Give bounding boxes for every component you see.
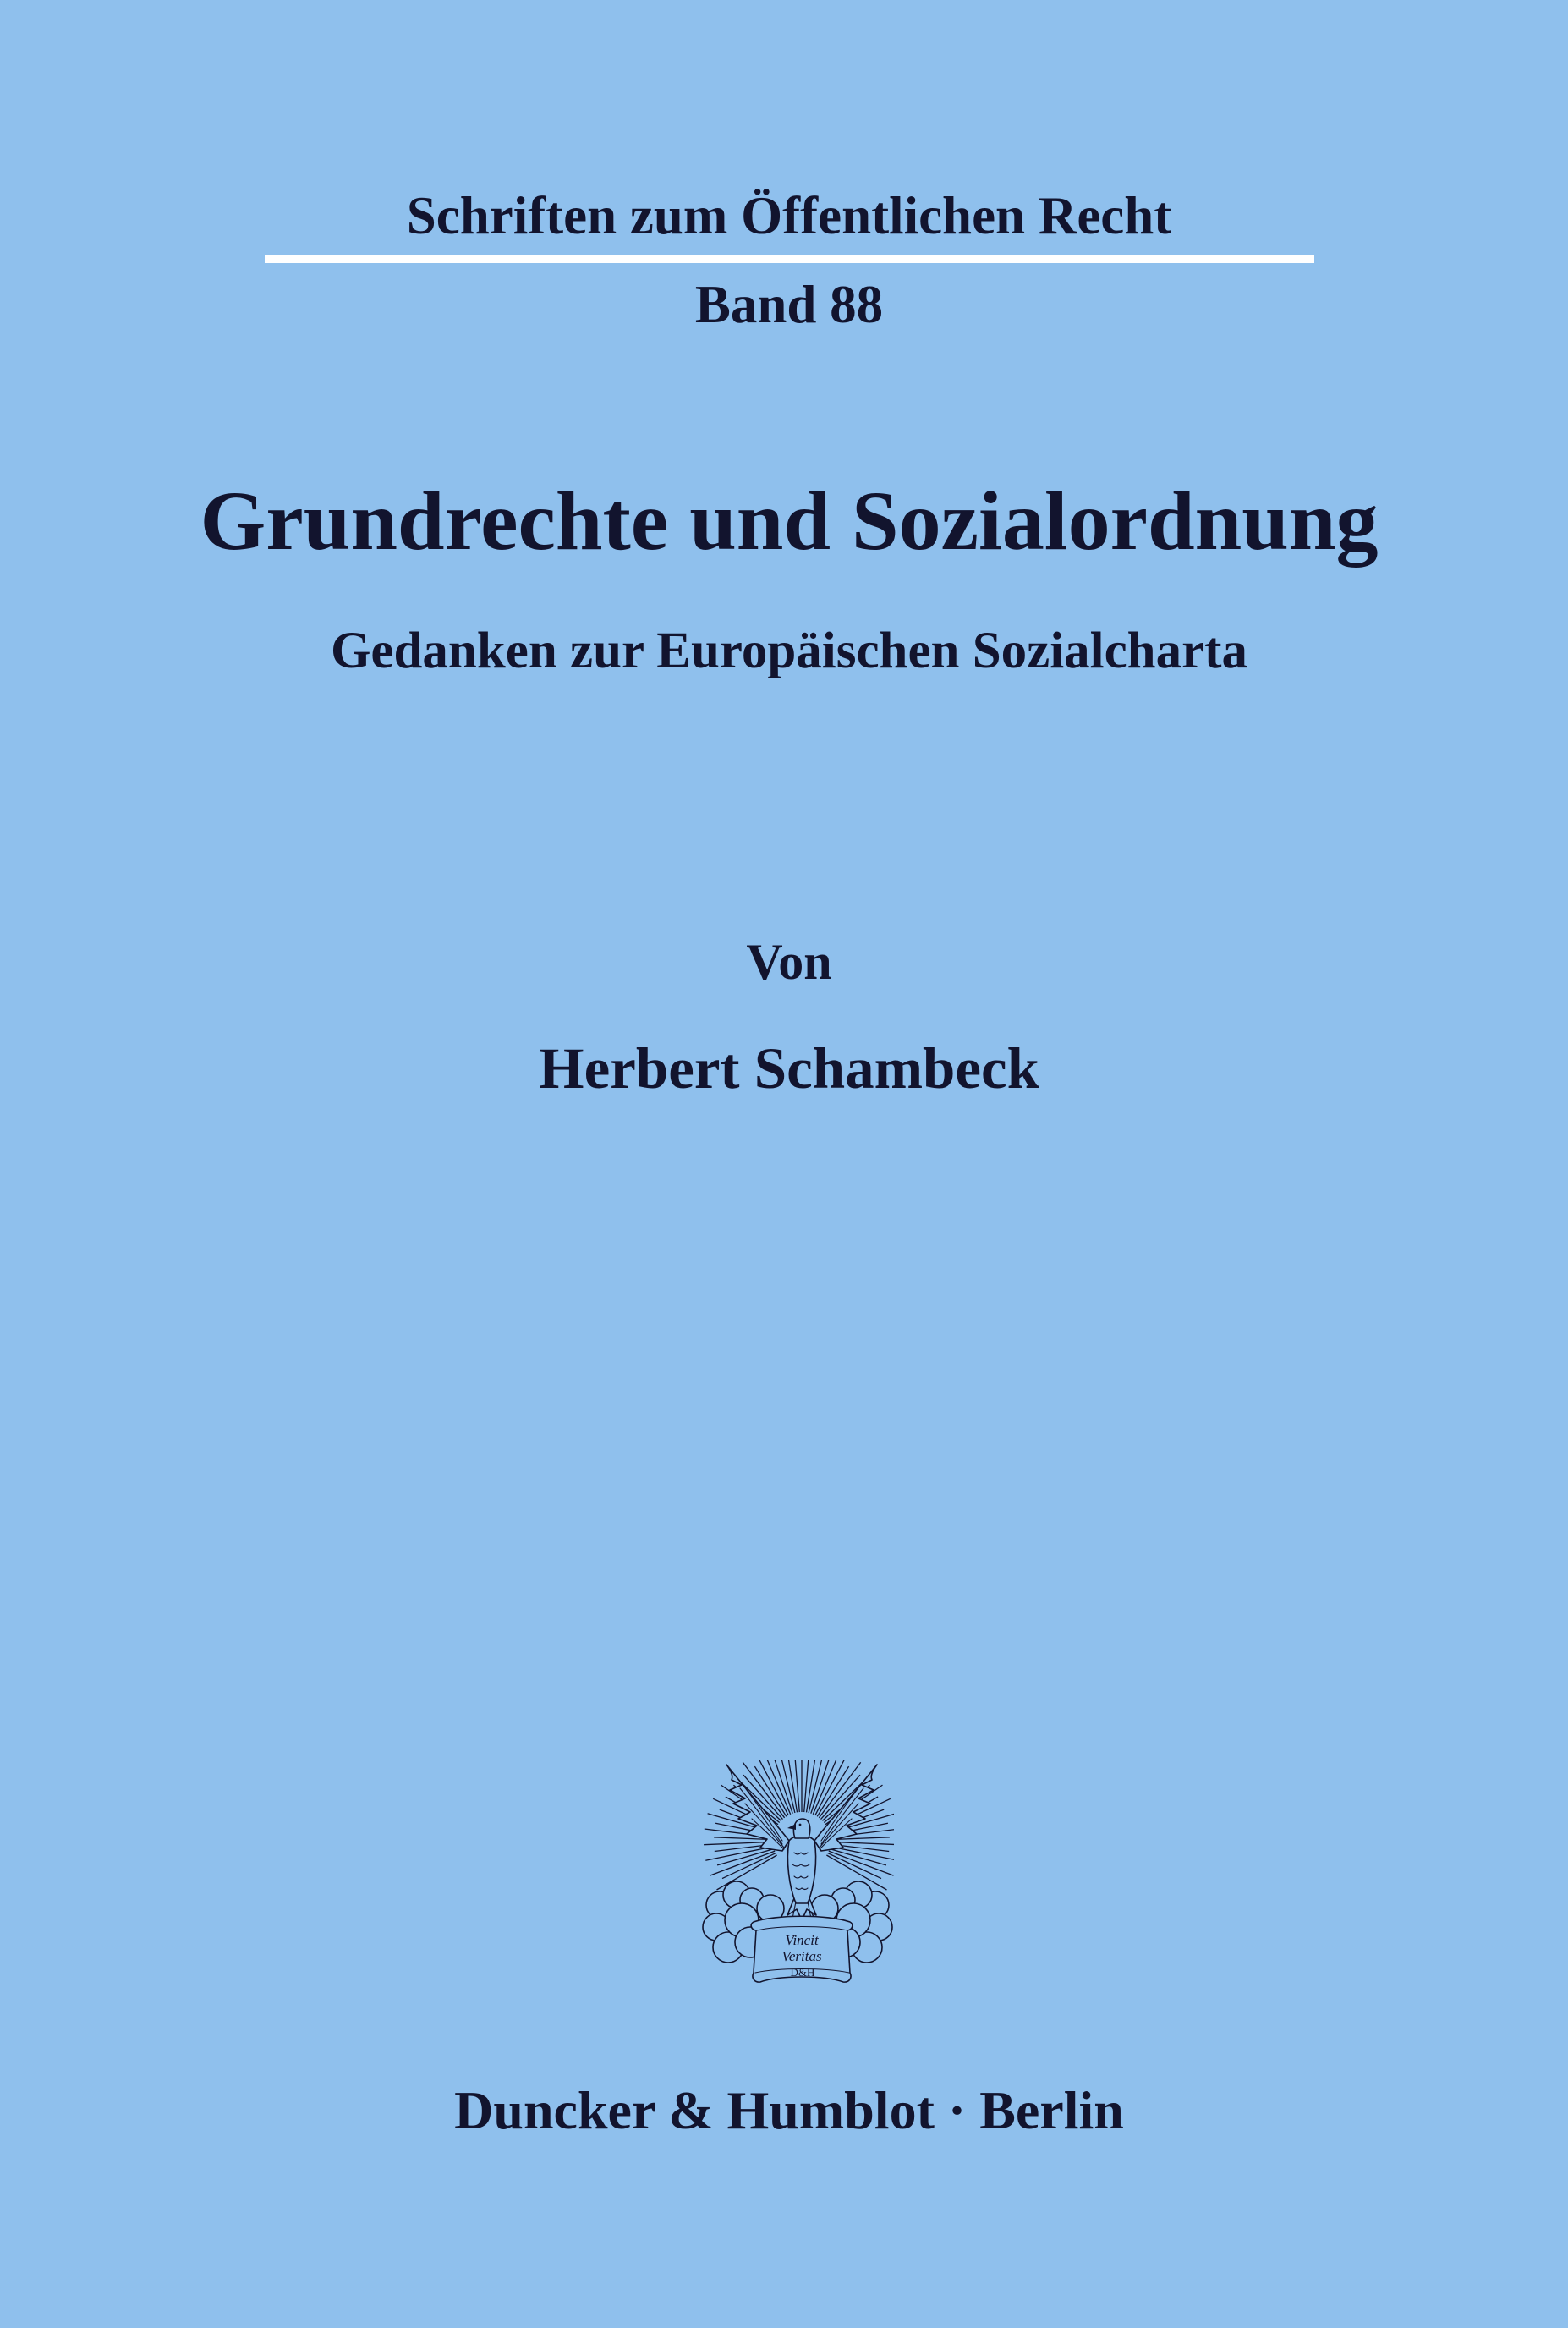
sun-ray — [829, 1851, 894, 1875]
book-title: Grundrechte und Sozialordnung — [200, 474, 1379, 568]
publisher-imprint: Duncker & Humblot · Berlin — [454, 2080, 1124, 2140]
motto-scroll — [751, 1916, 853, 1982]
publisher-monogram: D&H — [790, 1966, 815, 1979]
motto-line-2: Veritas — [781, 1948, 822, 1964]
motto-line-1: Vincit — [785, 1932, 819, 1948]
sun-ray — [830, 1849, 886, 1865]
sun-ray — [717, 1849, 774, 1865]
volume-number: Band 88 — [694, 275, 884, 334]
sun-ray — [828, 1853, 881, 1879]
sun-ray — [717, 1855, 777, 1890]
eagle-body — [787, 1819, 816, 1920]
rule-divider — [265, 255, 1314, 263]
publisher-eagle-logo-icon — [701, 1760, 894, 1988]
sun-ray — [722, 1853, 776, 1879]
book-subtitle: Gedanken zur Europäischen Sozialcharta — [330, 623, 1247, 679]
author-name: Herbert Schambeck — [538, 1036, 1040, 1101]
series-title: Schriften zum Öffentlichen Recht — [406, 186, 1172, 245]
byline-prefix: Von — [746, 934, 832, 990]
sun-ray — [710, 1851, 776, 1875]
